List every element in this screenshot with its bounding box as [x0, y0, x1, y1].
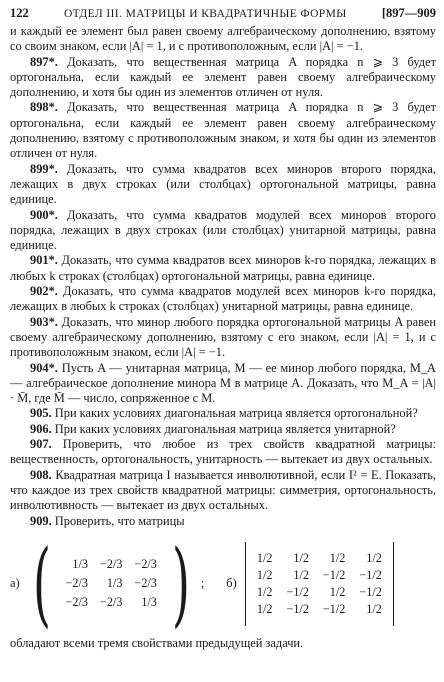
matrix-entry: 1/2 — [256, 550, 273, 565]
problem-range: [897—909 — [381, 6, 436, 20]
matrix-entry: −1/2 — [286, 584, 309, 599]
matrix-row — [60, 593, 163, 612]
problem-paragraph — [10, 162, 436, 208]
matrix-row — [250, 550, 389, 567]
right-determinant-bar — [393, 542, 394, 626]
matrix-entry: −1/2 — [359, 567, 382, 582]
problem-paragraph — [10, 208, 436, 254]
matrix-entry: 1/2 — [256, 584, 273, 599]
left-paren: ( — [32, 529, 51, 637]
matrix-entry: 1/3 — [72, 557, 88, 572]
matrix-a — [24, 529, 199, 637]
matrix-row — [250, 601, 389, 618]
problem-number: 903*. — [30, 314, 58, 329]
matrix-a-label: а) — [10, 576, 20, 591]
problem-number: 899*. — [30, 161, 58, 176]
matrix-entry: 1/2 — [329, 584, 346, 599]
matrix-entry: 1/3 — [141, 595, 157, 610]
problem-text: Доказать, что минор любого порядка ортогональной матрицы A равен своему алгебраическому дополнению, взятому с его знаком, если |A| = 1, и с противоположным знаком, если |A| = −1. — [10, 314, 436, 360]
matrix-entry: −1/2 — [359, 584, 382, 599]
problem-text: При каких условиях диагональная матрица является унитарной? — [54, 421, 396, 436]
problem-paragraph — [10, 24, 436, 55]
problem-number: 898*. — [30, 100, 58, 115]
matrix-entry: 1/2 — [366, 601, 382, 616]
problem-text: и каждый ее элемент был равен своему алгебраическому дополнению, взятому со своим знаком, если |A| = 1, и с противоположным, если |A| = −1. — [10, 24, 436, 54]
matrix-row — [250, 584, 389, 601]
problem-paragraph — [10, 284, 436, 315]
matrix-entry: −2/3 — [134, 576, 157, 591]
left-determinant-bar — [245, 542, 246, 626]
problem-paragraph — [10, 468, 436, 514]
page-title: ОТДЕЛ III. МАТРИЦЫ И КВАДРАТИЧНЫЕ ФОРМЫ — [63, 8, 347, 20]
page-number: 122 — [10, 6, 29, 20]
matrix-row — [250, 567, 389, 584]
matrix-entry: −2/3 — [65, 595, 88, 610]
matrix-entry: −1/2 — [322, 567, 346, 582]
problem-paragraph — [10, 55, 436, 101]
problem-number: 905. — [30, 406, 52, 421]
problem-text: Проверить, что любое из трех свойств квадратной матрицы: вещественность, ортогональность, унитарность — вытекает из двух остальных. — [10, 437, 436, 467]
problem-paragraph — [10, 514, 436, 529]
problem-paragraph — [10, 315, 436, 361]
problem-text: Доказать, что вещественная матрица A порядка n ⩾ 3 будет ортогональна, если каждый ее элемент равен своему алгебраическому дополнению, и хотя бы один из элементов отличен от нуля. — [10, 54, 436, 100]
problem-number: 902*. — [30, 284, 58, 299]
problem-number: 904*. — [30, 360, 58, 375]
problem-text: Пусть A — унитарная матрица, M — ее минор любого порядка, M_A — алгебраическое дополнение минора M в матрице A. Доказать, что M_A = |A| · M̄, где M̄ — число, сопряженное с M. — [10, 360, 436, 406]
matrix-entry: −2/3 — [100, 595, 123, 610]
right-paren: ) — [171, 529, 190, 637]
page-header — [10, 6, 436, 24]
problem-number: 901*. — [30, 253, 58, 268]
matrix-b-label: б) — [226, 576, 237, 591]
problem-paragraph — [10, 100, 436, 161]
problem-text: Доказать, что сумма квадратов модулей всех миноров k-го порядка, лежащих в любых k строках (столбцах) унитарной матрицы, равна единице. — [10, 284, 436, 314]
problem-number: 909. — [30, 513, 52, 528]
problem-number: 897*. — [30, 54, 58, 69]
matrix-a-semicolon: ; — [200, 576, 205, 591]
problem-text: Квадратная матрица I называется инволютивной, если I² = E. Показать, что каждое из трех свойств квадратной матрицы: симметрия, ортогональность, инволютивность — вытекает из двух остальных. — [10, 467, 436, 513]
matrix-entry: 1/2 — [366, 550, 382, 565]
matrix-a-table — [60, 555, 163, 612]
problem-number: 900*. — [30, 207, 58, 222]
matrix-row — [60, 555, 163, 574]
matrix-entry: −2/3 — [134, 557, 157, 572]
problem-text: При каких условиях диагональная матрица является ортогональной? — [54, 406, 418, 421]
problem-list — [10, 24, 436, 529]
problem-text: Доказать, что сумма квадратов всех миноров k-го порядка, лежащих в любых k строках (столбцах) ортогональной матрицы, равна единице. — [10, 253, 436, 283]
matrix-entry: −2/3 — [100, 557, 123, 572]
matrix-entry: 1/2 — [256, 567, 273, 582]
matrix-row — [60, 574, 163, 593]
matrix-entry: −2/3 — [65, 576, 88, 591]
problem-number: 907. — [30, 437, 52, 452]
matrix-entry: 1/3 — [106, 576, 123, 591]
problem-text: Доказать, что вещественная матрица A порядка n ⩾ 3 будет ортогональна, если каждый ее элемент равен своему алгебраическому дополнению, взятому с противоположным знаком, и хотя бы один из элементов отличен от нуля. — [10, 100, 436, 161]
matrix-entry: 1/2 — [329, 550, 346, 565]
matrix-entry: 1/2 — [293, 550, 309, 565]
problem-paragraph — [10, 253, 436, 284]
matrix-entry: 1/2 — [256, 601, 273, 616]
closing-text: обладают всеми тремя свойствами предыдущей задачи. — [10, 635, 304, 650]
matrix-b-table — [250, 550, 389, 618]
matrix-entry: 1/2 — [293, 567, 309, 582]
problem-paragraph — [10, 406, 436, 421]
matrix-entry: −1/2 — [286, 601, 309, 616]
problem-number: 908. — [30, 467, 52, 482]
matrix-entry: −1/2 — [322, 601, 346, 616]
problem-paragraph — [10, 437, 436, 468]
matrix-b — [241, 542, 398, 626]
problem-paragraph — [10, 422, 436, 437]
matrices-block — [10, 529, 436, 637]
problem-text: Доказать, что сумма квадратов модулей всех миноров второго порядка, лежащих в двух строках (или столбцах) унитарной матрицы, равна единице. — [10, 207, 436, 253]
problem-text: Проверить, что матрицы — [54, 513, 185, 528]
problem-text: Доказать, что сумма квадратов всех миноров второго порядка, лежащих в двух строках (или столбцах) ортогональной матрицы, равна единице. — [10, 161, 436, 207]
problem-number: 906. — [30, 421, 52, 436]
problem-paragraph — [10, 361, 436, 407]
